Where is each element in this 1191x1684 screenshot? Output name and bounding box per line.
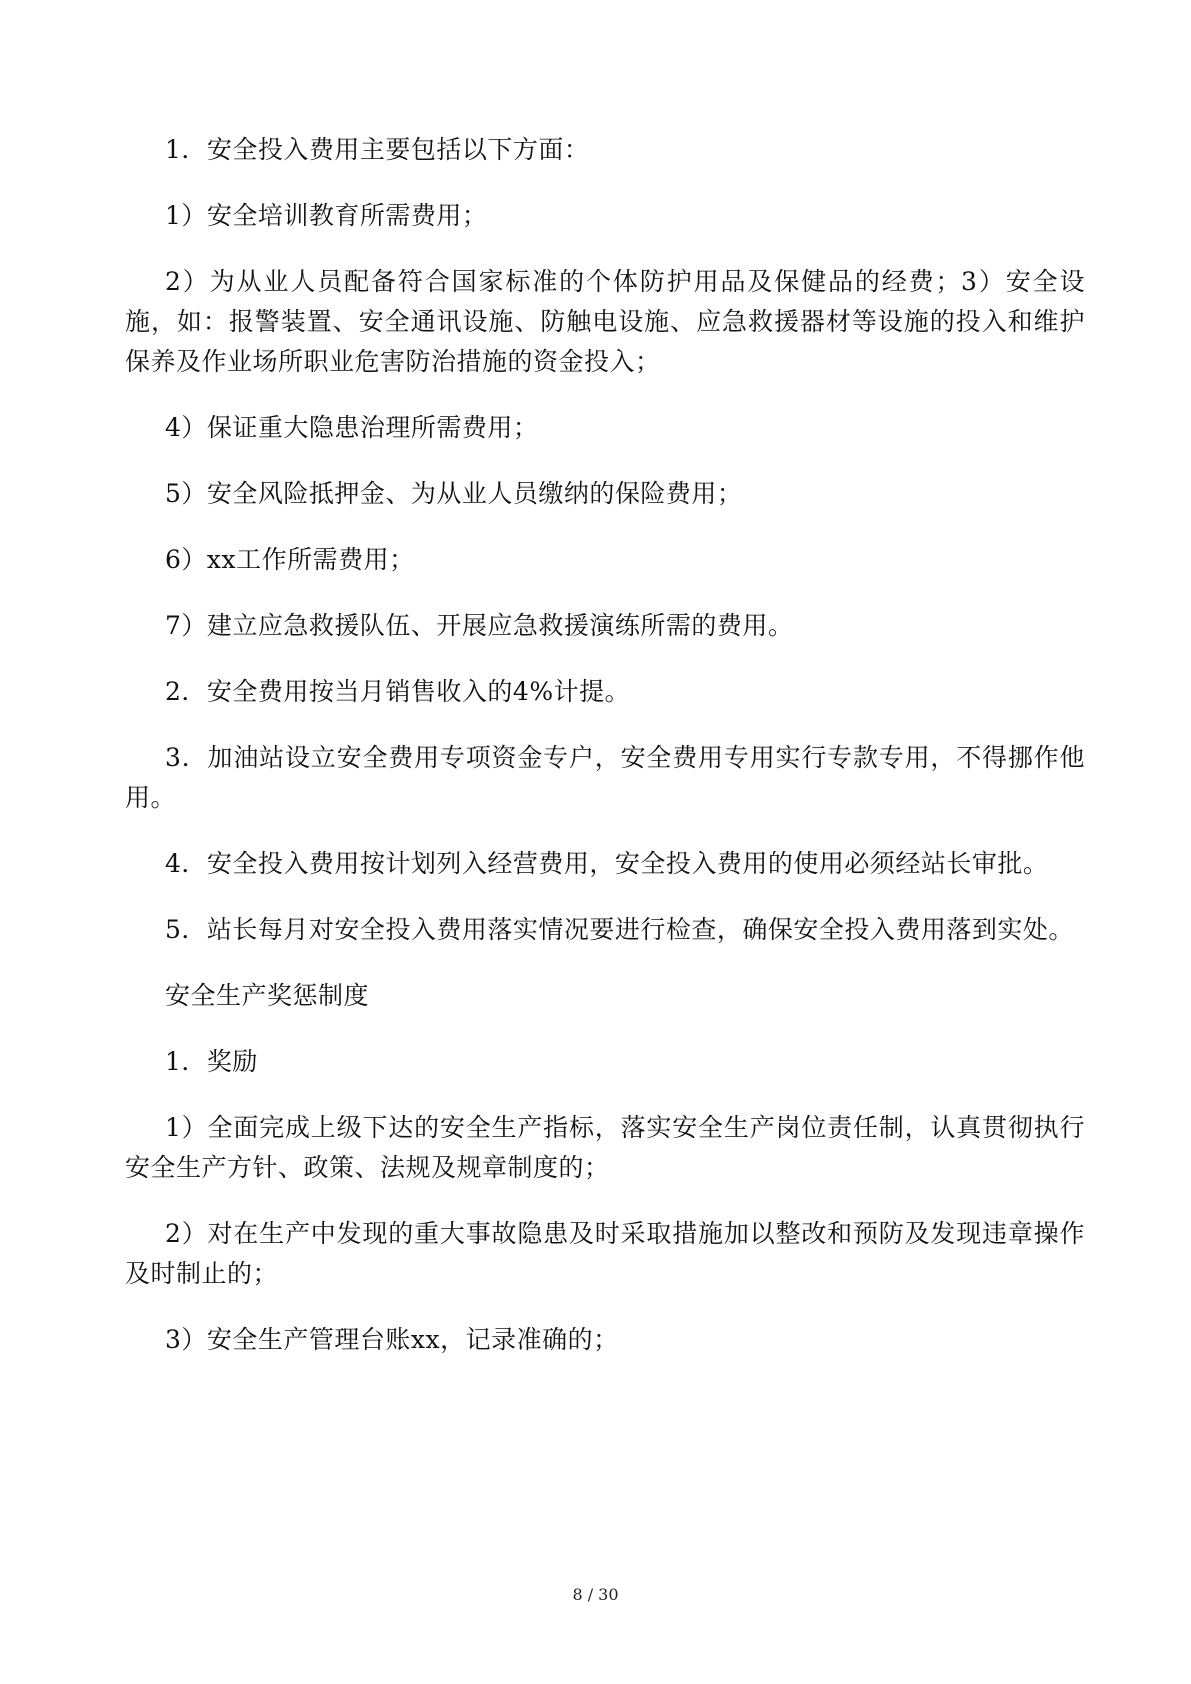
paragraph: 7）建立应急救援队伍、开展应急救援演练所需的费用。 [165, 611, 794, 640]
paragraph: 1．安全投入费用主要包括以下方面： [165, 135, 590, 164]
paragraph: 2）为从业人员配备符合国家标准的个体防护用品及保健品的经费；3）安全设施，如：报警装置、安全通讯设施、防触电设施、应急救援器材等设施的投入和维护保养及作业场所职业危害防治措施的资金投入； [125, 267, 1085, 376]
paragraph: 6）xx工作所需费用； [165, 545, 415, 574]
paragraph: 1．奖励 [165, 1047, 258, 1076]
document-body [125, 130, 1085, 1386]
section-heading: 安全生产奖惩制度 [165, 981, 370, 1010]
paragraph: 4．安全投入费用按计划列入经营费用，安全投入费用的使用必须经站长审批。 [165, 849, 1049, 878]
paragraph: 5．站长每月对安全投入费用落实情况要进行检查，确保安全投入费用落到实处。 [165, 915, 1074, 944]
paragraph: 3）安全生产管理台账xx，记录准确的； [165, 1325, 619, 1354]
paragraph: 1）全面完成上级下达的安全生产指标，落实安全生产岗位责任制，认真贯彻执行安全生产方针、政策、法规及规章制度的； [125, 1113, 1085, 1182]
paragraph: 4）保证重大隐患治理所需费用； [165, 413, 539, 442]
page-number: 8 / 30 [572, 1585, 619, 1604]
paragraph: 2．安全费用按当月销售收入的4%计提。 [165, 677, 631, 706]
paragraph: 5）安全风险抵押金、为从业人员缴纳的保险费用； [165, 479, 743, 508]
paragraph: 1）安全培训教育所需费用； [165, 201, 488, 230]
paragraph: 3．加油站设立安全费用专项资金专户，安全费用专用实行专款专用，不得挪作他用。 [125, 743, 1085, 812]
paragraph: 2）对在生产中发现的重大事故隐患及时采取措施加以整改和预防及发现违章操作及时制止的； [125, 1219, 1085, 1288]
